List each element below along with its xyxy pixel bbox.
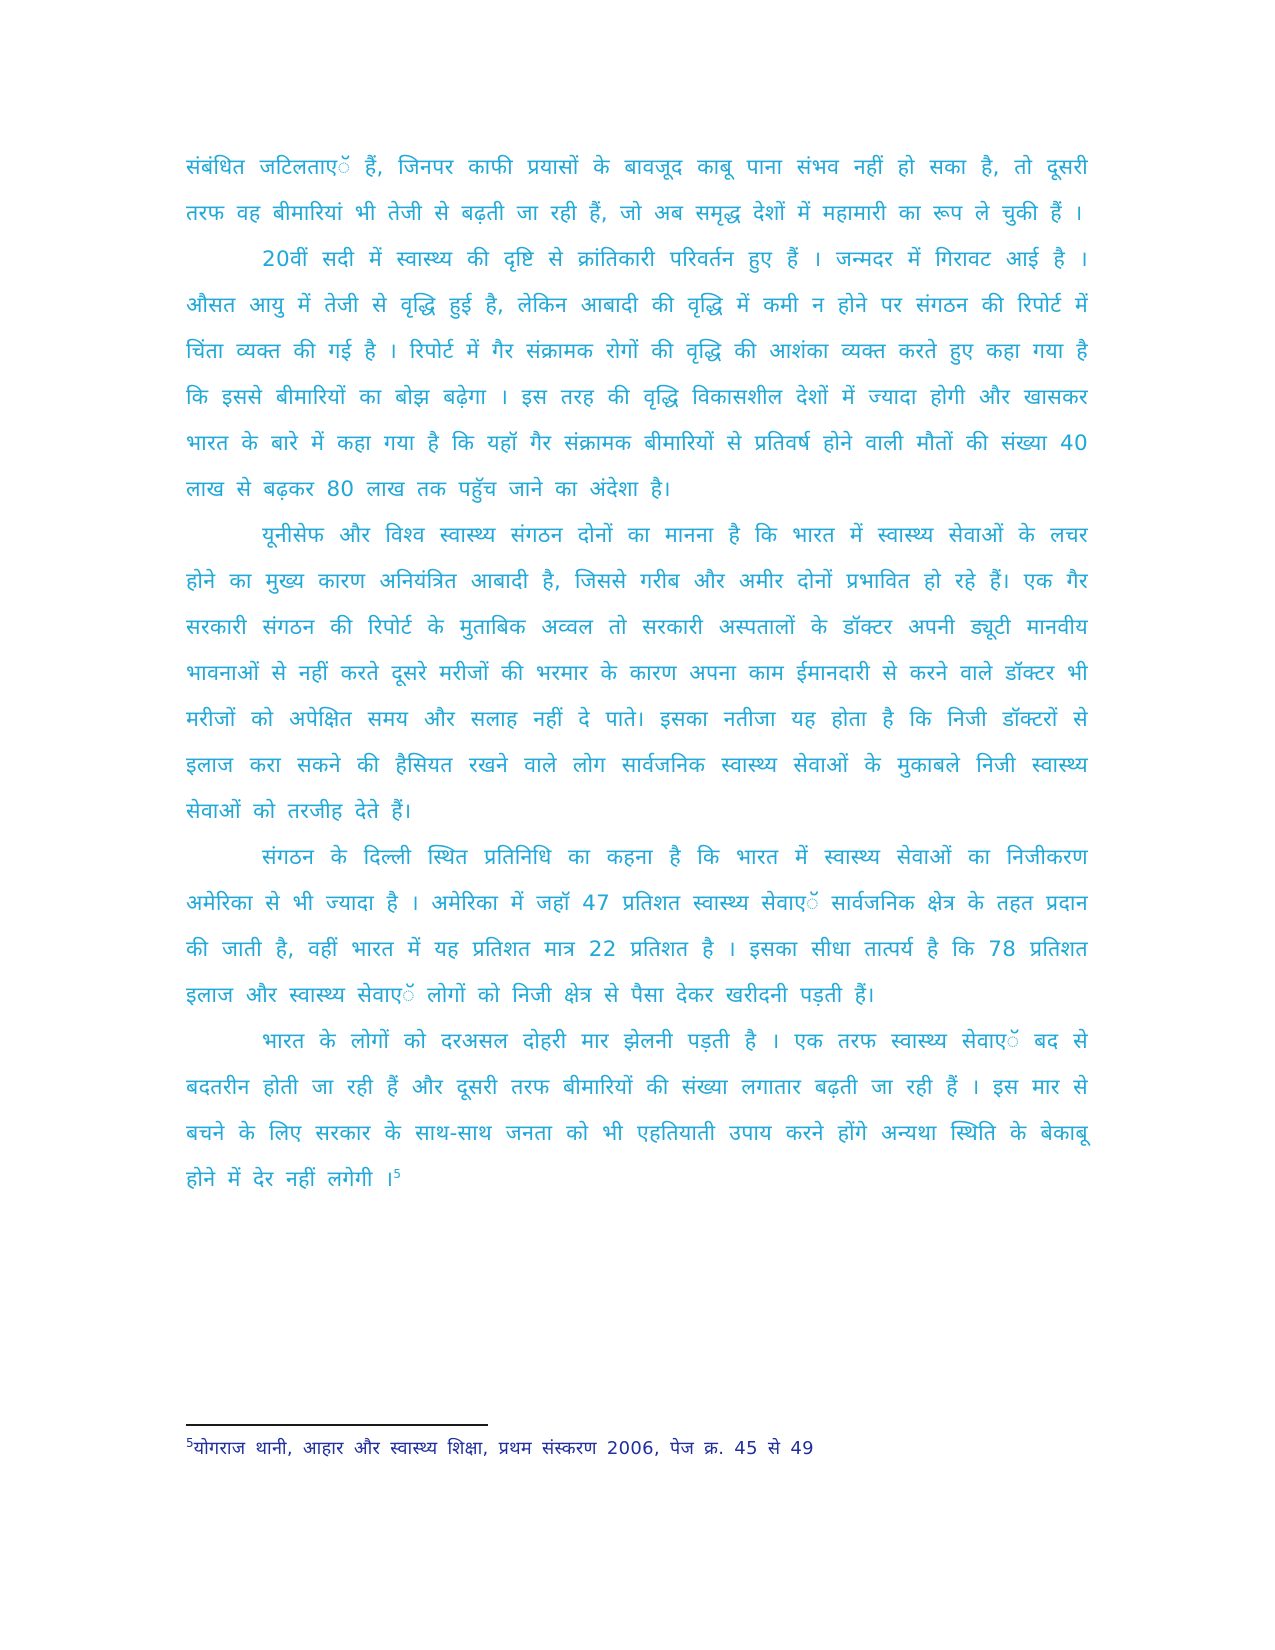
- paragraph-privatization: [186, 835, 1088, 1019]
- footnote-reference[interactable]: 5: [393, 1166, 402, 1181]
- footnote-divider: [186, 1424, 488, 1426]
- paragraph-2-text: 20वीं सदी में स्वास्थ्य की दृष्टि से क्रांतिकारी परिवर्तन हुए हैं । जन्मदर में गिरावट आई है । औसत आयु में तेजी से वृद्धि हुई है, लेकिन आबादी की वृद्धि में कमी न होने पर संगठन की रिपोर्ट में चिंता व्यक्त की गई है । रिपोर्ट में गैर संक्रामक रोगों की वृद्धि की आशंका व्यक्त करते हुए कहा गया है कि इससे बीमारियों का बोझ बढ़ेगा । इस तरह की वृद्धि विकासशील देशों में ज्यादा होगी और खासकर भारत के बारे में कहा गया है कि यहॉ गैर संक्रामक बीमारियों से प्रतिवर्ष होने वाली मौतों की संख्या 40 लाख से बढ़कर 80 लाख तक पहुॅच जाने का अंदेशा है।: [186, 247, 1088, 502]
- footnote: [186, 1436, 1088, 1462]
- paragraph-unicef-who: [186, 513, 1088, 835]
- footnote-text: योगराज थानी, आहार और स्वास्थ्य शिक्षा, प्रथम संस्करण 2006, पेज क्र. 45 से 49: [193, 1438, 814, 1459]
- paragraph-20th-century-health: [186, 237, 1088, 513]
- paragraph-3-text: यूनीसेफ और विश्व स्वास्थ्य संगठन दोनों का मानना है कि भारत में स्वास्थ्य सेवाओं के लचर होने का मुख्य कारण अनियंत्रित आबादी है, जिससे गरीब और अमीर दोनों प्रभावित हो रहे हैं। एक गैर सरकारी संगठन की रिपोर्ट के मुताबिक अव्वल तो सरकारी अस्पतालों के डॉक्टर अपनी ड्यूटी मानवीय भावनाओं से नहीं करते दूसरे मरीजों की भरमार के कारण अपना काम ईमानदारी से करने वाले डॉक्टर भी मरीजों को अपेक्षित समय और सलाह नहीं दे पाते। इसका नतीजा यह होता है कि निजी डॉक्टरों से इलाज करा सकने की हैसियत रखने वाले लोग सार्वजनिक स्वास्थ्य सेवाओं के मुकाबले निजी स्वास्थ्य सेवाओं को तरजीह देते हैं।: [186, 523, 1089, 824]
- footnote-marker: 5: [186, 1436, 194, 1450]
- paragraph-1-text: संबंधित जटिलताएॅ हैं, जिनपर काफी प्रयासों के बावजूद काबू पाना संभव नहीं हो सका है, तो दूसरी तरफ वह बीमारियां भी तेजी से बढ़ती जा रही हैं, जो अब समृद्ध देशों में महामारी का रूप ले चुकी हैं ।: [186, 155, 1088, 226]
- body-text: [186, 145, 1088, 1203]
- paragraph-continuation: [186, 145, 1088, 237]
- paragraph-4-text: संगठन के दिल्ली स्थित प्रतिनिधि का कहना है कि भारत में स्वास्थ्य सेवाओं का निजीकरण अमेरिका से भी ज्यादा है । अमेरिका में जहॉ 47 प्रतिशत स्वास्थ्य सेवाएॅ सार्वजनिक क्षेत्र के तहत प्रदान की जाती है, वहीं भारत में यह प्रतिशत मात्र 22 प्रतिशत है । इसका सीधा तात्पर्य है कि 78 प्रतिशत इलाज और स्वास्थ्य सेवाएॅ लोगों को निजी क्षेत्र से पैसा देकर खरीदनी पड़ती हैं।: [186, 845, 1088, 1008]
- paragraph-5-text: भारत के लोगों को दरअसल दोहरी मार झेलनी पड़ती है । एक तरफ स्वास्थ्य सेवाएॅ बद से बदतरीन होती जा रही हैं और दूसरी तरफ बीमारियों की संख्या लगातार बढ़ती जा रही हैं । इस मार से बचने के लिए सरकार के साथ-साथ जनता को भी एहतियाती उपाय करने होंगे अन्यथा स्थिति के बेकाबू होने में देर नहीं लगेगी ।: [186, 1029, 1088, 1192]
- paragraph-double-burden: [186, 1019, 1088, 1203]
